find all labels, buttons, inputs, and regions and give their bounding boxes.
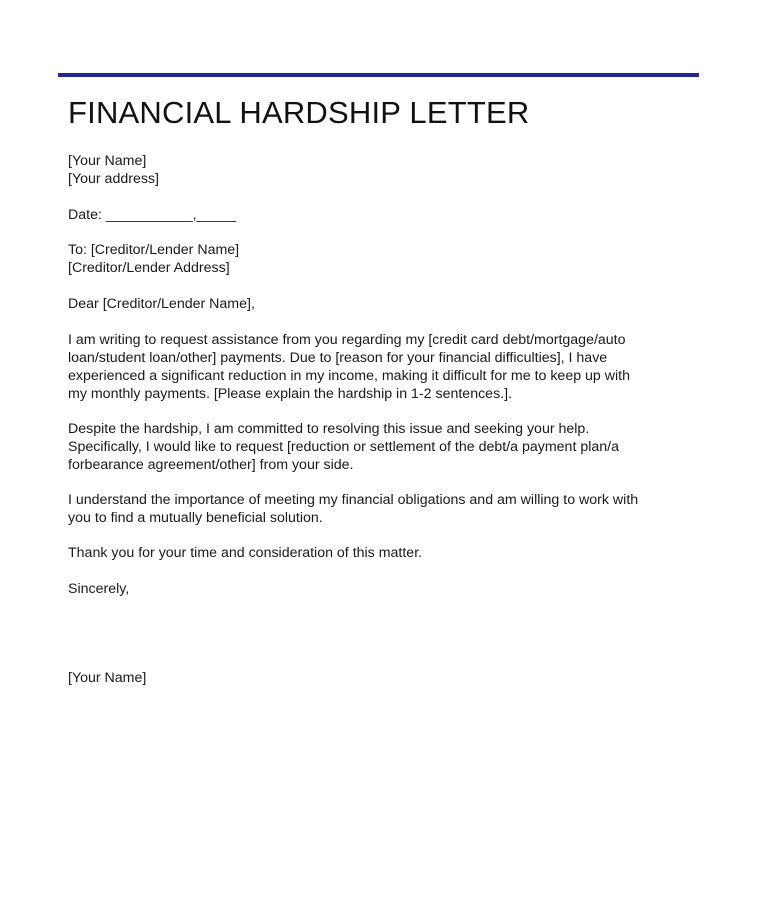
paragraph-line: loan/student loan/other] payments. Due to [reason for your financial difficulties], I have [68,350,608,366]
recipient-address: [Creditor/Lender Address] [68,260,230,276]
paragraph-line: my monthly payments. [Please explain the hardship in 1-2 sentences.]. [68,386,512,402]
date-line: Date: ___________,_____ [68,207,237,223]
paragraph-line: I am writing to request assistance from you regarding my [credit card debt/mortgage/auto [68,332,626,348]
sender-address: [Your address] [68,171,159,187]
closing: Sincerely, [68,581,130,597]
paragraph-line: Specifically, I would like to request [reduction or settlement of the debt/a payment plan/a [68,439,619,455]
paragraph-line: I understand the importance of meeting my financial obligations and am willing to work with [68,492,639,508]
letter-title: FINANCIAL HARDSHIP LETTER [68,95,530,130]
paragraph-line: experienced a significant reduction in my income, making it difficult for me to keep up with [68,368,630,384]
paragraph-line: you to find a mutually beneficial solution. [68,510,323,526]
body-paragraph-1 [68,331,688,403]
salutation: Dear [Creditor/Lender Name], [68,296,255,312]
body-paragraph-4: Thank you for your time and consideration of this matter. [68,545,423,561]
signature-name: [Your Name] [68,670,147,686]
recipient-name: To: [Creditor/Lender Name] [68,242,240,258]
body-paragraph-2 [68,420,688,474]
body-paragraph-3 [68,491,688,527]
paragraph-line: Despite the hardship, I am committed to resolving this issue and seeking your help. [68,421,590,437]
paragraph-line: forbearance agreement/other] from your side. [68,457,354,473]
sender-name: [Your Name] [68,153,147,169]
header-rule [58,73,699,77]
